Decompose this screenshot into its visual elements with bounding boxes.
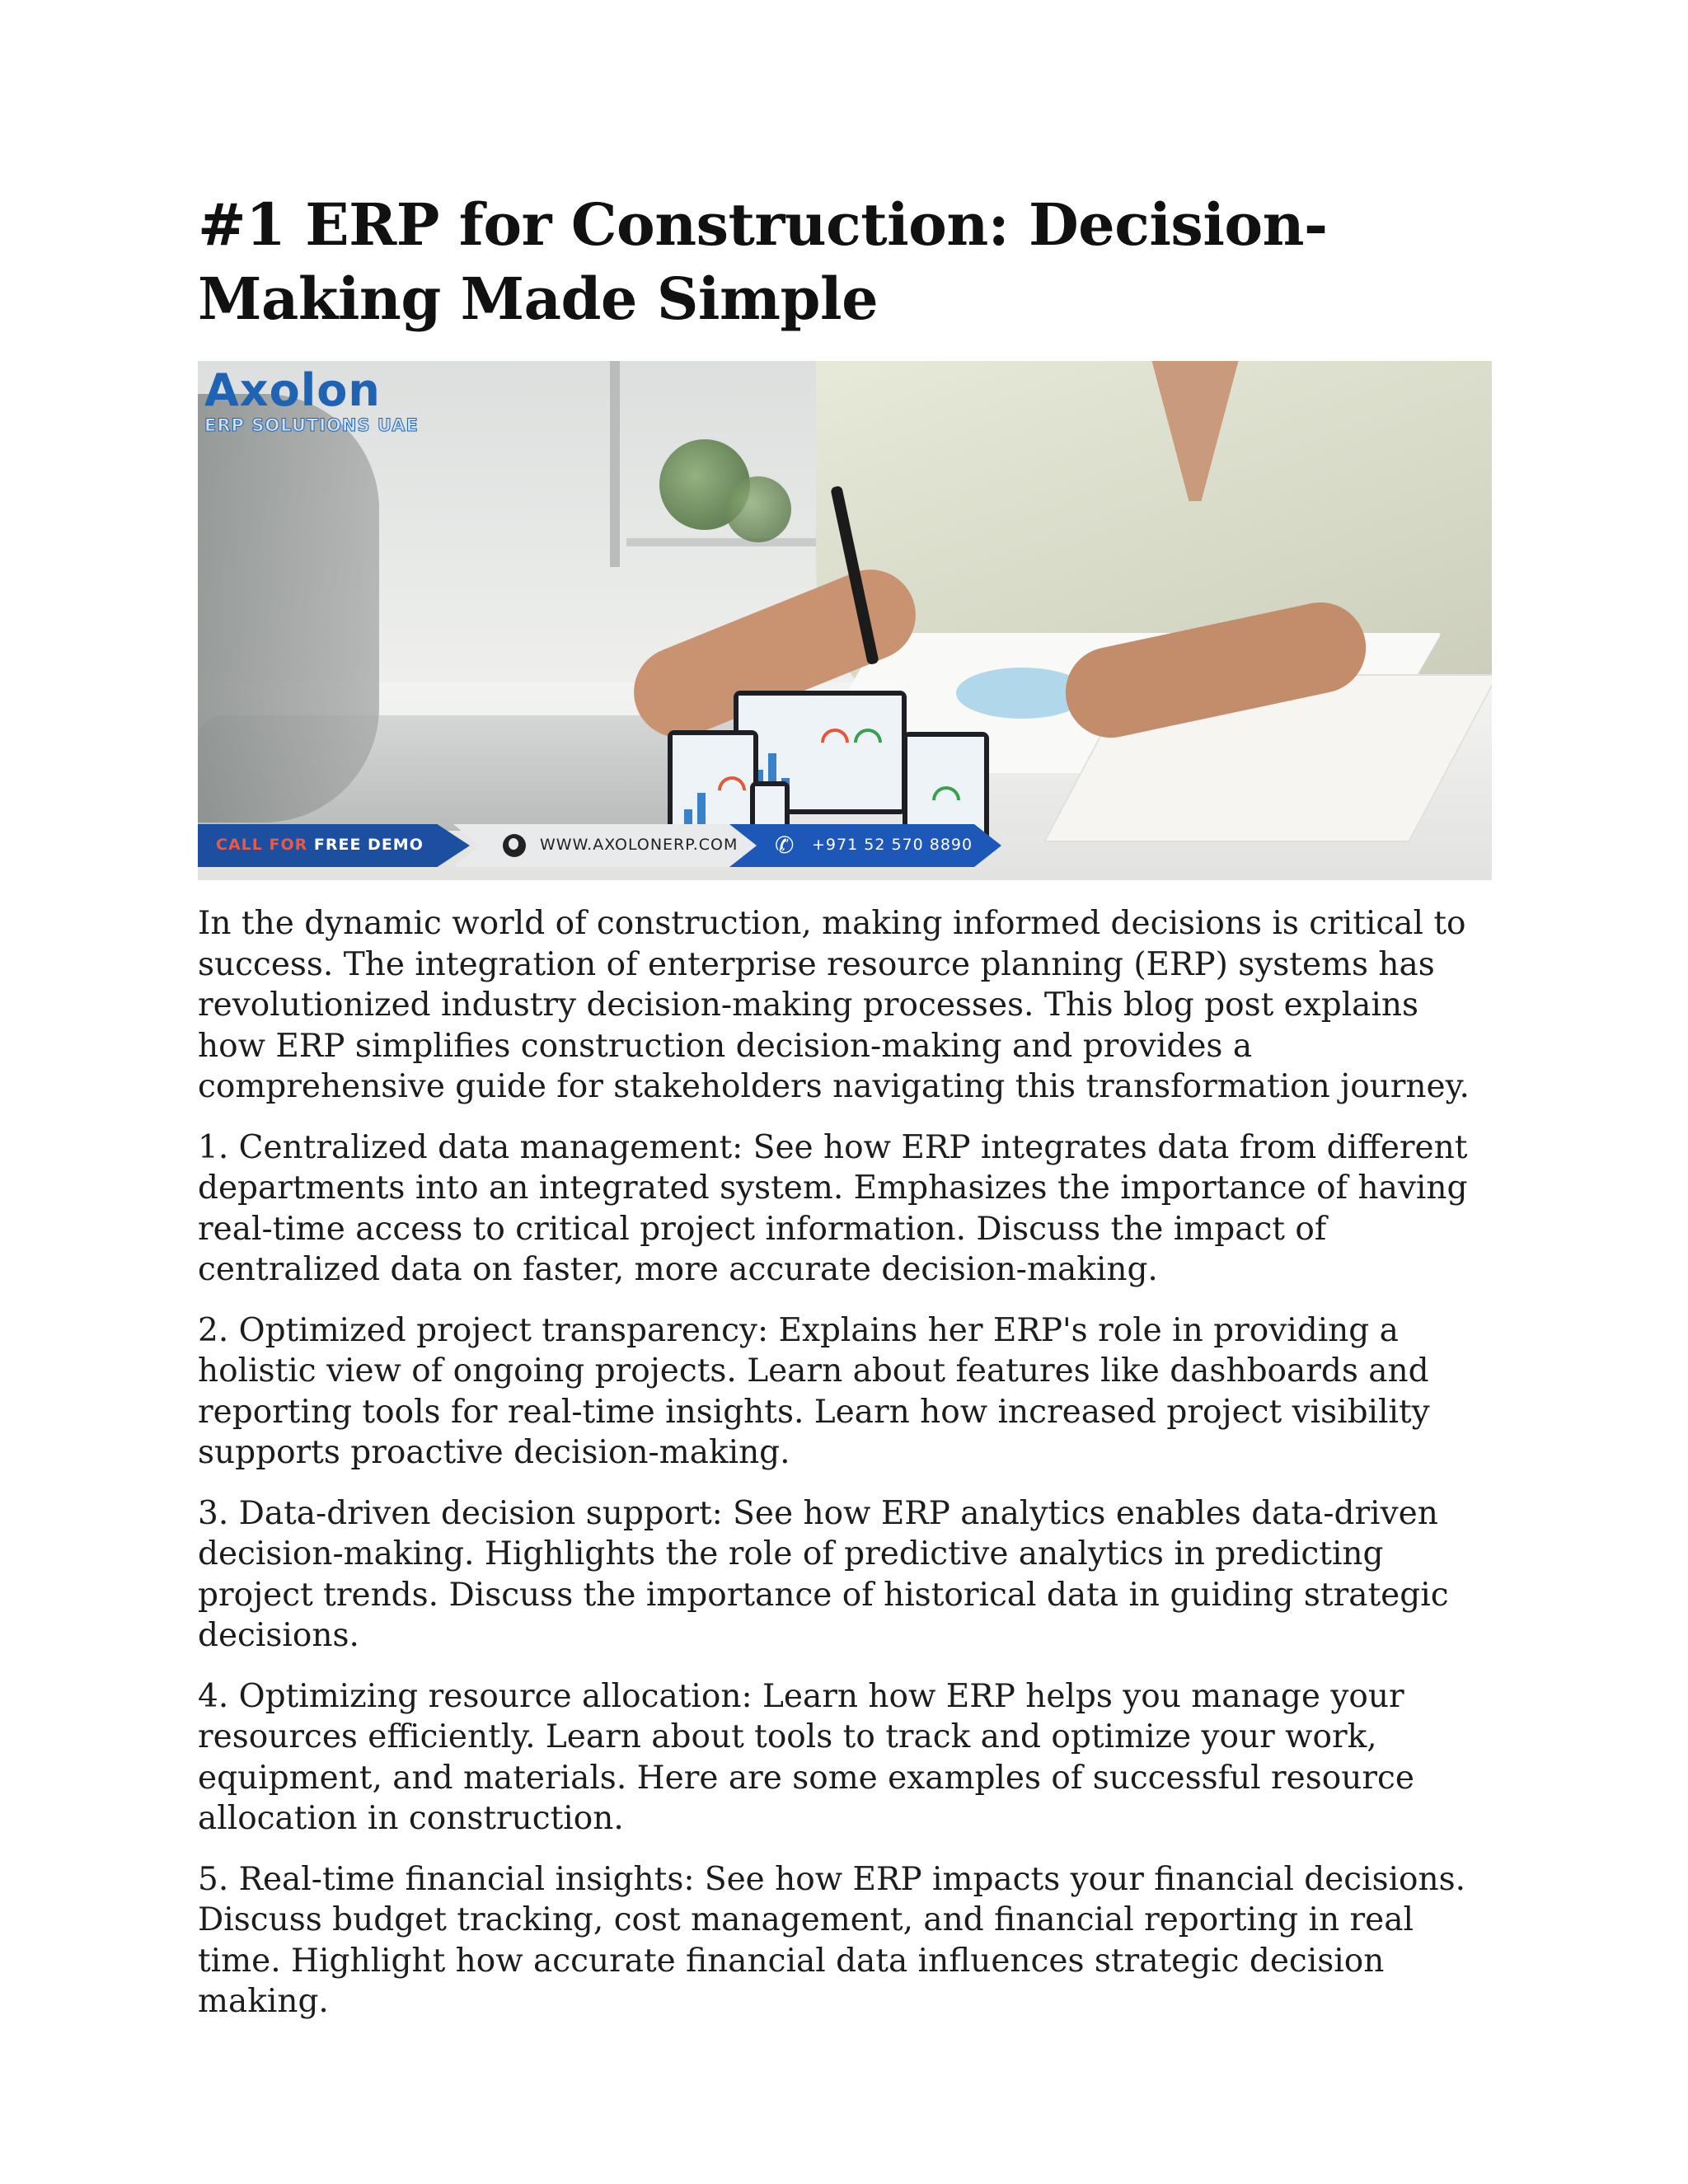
page-title (198, 188, 1492, 336)
document-page (198, 188, 1492, 2042)
page-title-line-2: Making Made Simple (198, 265, 879, 333)
contact-banner (198, 824, 1492, 867)
intro-paragraph: In the dynamic world of construction, making informed decisions is critical to success. The integration of enterprise resource planning (ERP) systems has revolutionized industry decision-making processes. This blog post explains how ERP simplifies construction decision-making and provides a comprehensive guide for stakeholders navigating this transformation journey. (198, 905, 1470, 1105)
list-item: 3. Data-driven decision support: See how ERP analytics enables data-driven decision-making. Highlights the role of predictive analytics in predicting project trends. Discuss the importance of historical data in guiding strategic decisions. (198, 1494, 1449, 1654)
phone-number-text: +971 52 570 8890 (812, 836, 973, 854)
logo-main-text: Axolon (204, 364, 381, 416)
plant-image (725, 476, 791, 542)
list-item: 1. Centralized data management: See how ERP integrates data from different departments into an integrated system. Emphasizes the importance of having real-time access to critical project information. Discuss the impact of centralized data on faster, more accurate decision-making. (198, 1128, 1468, 1288)
list-item: 2. Optimized project transparency: Explains her ERP's role in providing a holistic view of ongoing projects. Learn about features like dashboards and reporting tools for real-time insights. Learn how increased project visibility supports proactive decision-making. (198, 1311, 1430, 1471)
logo-sub-text: ERP SOLUTIONS UAE (204, 415, 419, 435)
call-suffix: FREE DEMO (313, 836, 424, 854)
call-prefix: CALL FOR (216, 836, 308, 854)
list-item: 5. Real-time financial insights: See how ERP impacts your financial decisions. Discuss budget tracking, cost management, and financial reporting in real time. Highlight how accurate financial data influences strategic decision making. (198, 1860, 1466, 2020)
monitor-image (198, 394, 379, 823)
website-text: WWW.AXOLONERP.COM (540, 836, 738, 854)
globe-icon (503, 834, 526, 857)
call-for-demo-text (216, 836, 424, 854)
shelf-post (610, 361, 620, 567)
phone-icon: ✆ (775, 832, 795, 859)
hero-image (198, 361, 1492, 880)
page-title-line-1: #1 ERP for Construction: Decision- (198, 190, 1328, 259)
article-body (198, 903, 1492, 2022)
axolon-logo (204, 366, 419, 435)
list-item: 4. Optimizing resource allocation: Learn how ERP helps you manage your resources efficiently. Learn about tools to track and optimize your work, equipment, and materials. Here are some examples of successful resource allocation in construction. (198, 1677, 1414, 1837)
